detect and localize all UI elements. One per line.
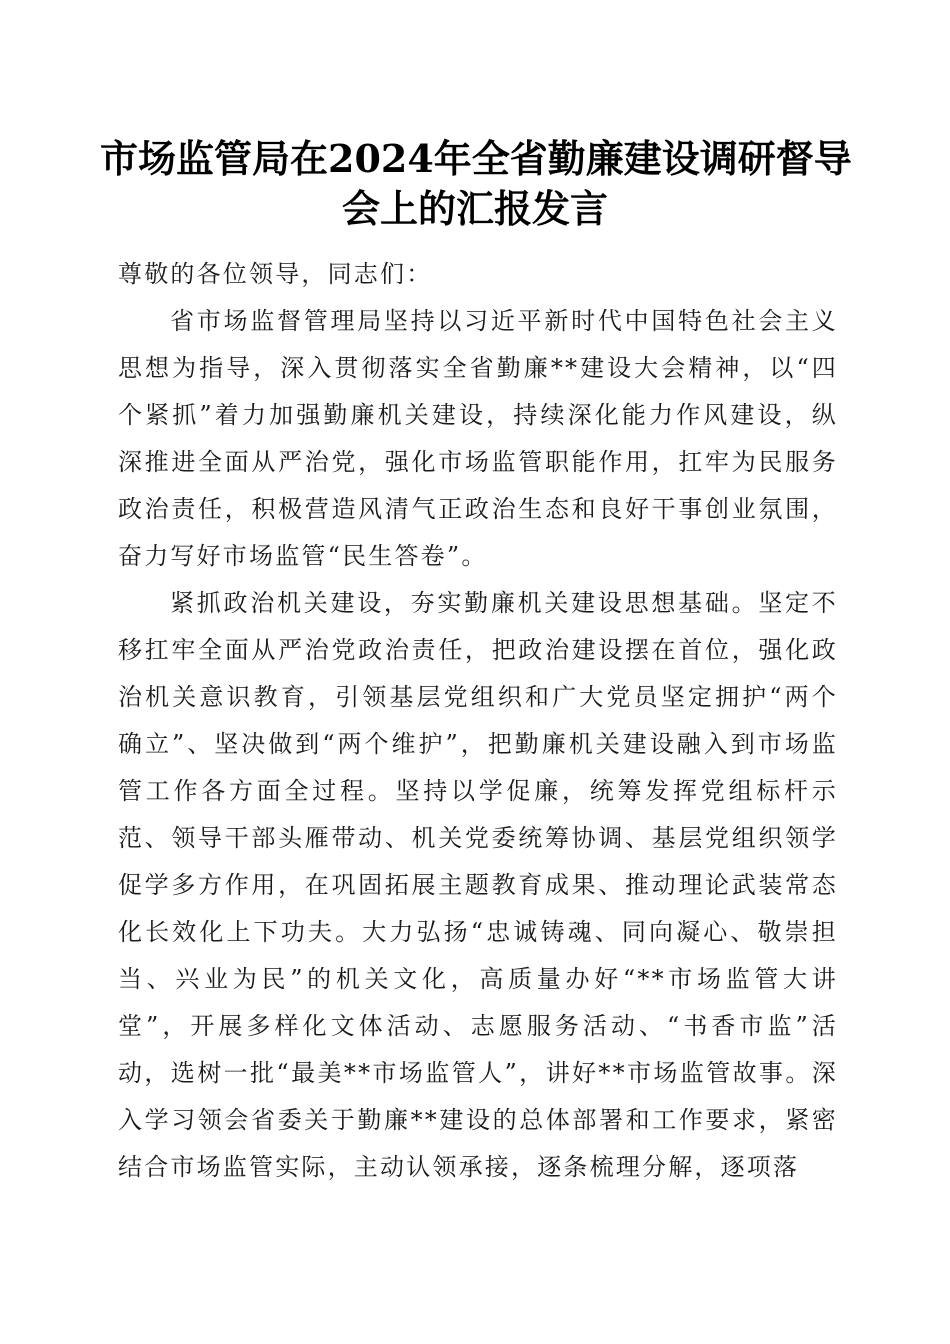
title-line-2: 会上的汇报发言 [341,186,608,231]
title-line-1: 市场监管局在2024年全省勤廉建设调研督导 [100,136,852,181]
greeting: 尊敬的各位领导，同志们： [118,260,433,288]
paragraph-political-building: 紧抓政治机关建设，夯实勤廉机关建设思想基础。坚定不移扛牢全面从严治党政治责任，把政治建设摆在首位，强化政治机关意识教育，引领基层党组织和广大党员坚定拥护“两个确立”、坚决做到“两个维护”，把勤廉机关建设融入到市场监管工作各方面全过程。坚持以学促廉，统筹发挥党组标杆示范、领导干部头雁带动、机关党委统筹协调、基层党组织领学促学多方作用，在巩固拓展主题教育成果、推动理论武装常态化长效化上下功夫。大力弘扬“忠诚铸魂、同向凝心、敬崇担当、兴业为民”的机关文化，高质量办好“**市场监管大讲堂”，开展多样化文体活动、志愿服务活动、“书香市监”活动，选树一批“最美**市场监管人”，讲好**市场监管故事。深入学习领会省委关于勤廉**建设的总体部署和工作要求，紧密结合市场监管实际，主动认领承接，逐条梳理分解，逐项落 [118,589,838,1181]
document-body [118,251,838,1191]
document-title [100,134,850,234]
paragraph-intro: 省市场监督管理局坚持以习近平新时代中国特色社会主义思想为指导，深入贯彻落实全省勤廉**建设大会精神，以“四个紧抓”着力加强勤廉机关建设，持续深化能力作风建设，纵深推进全面从严治党，强化市场监管职能作用，扛牢为民服务政治责任，积极营造风清气正政治生态和良好干事创业氛围，奋力写好市场监管“民生答卷”。 [118,307,838,570]
